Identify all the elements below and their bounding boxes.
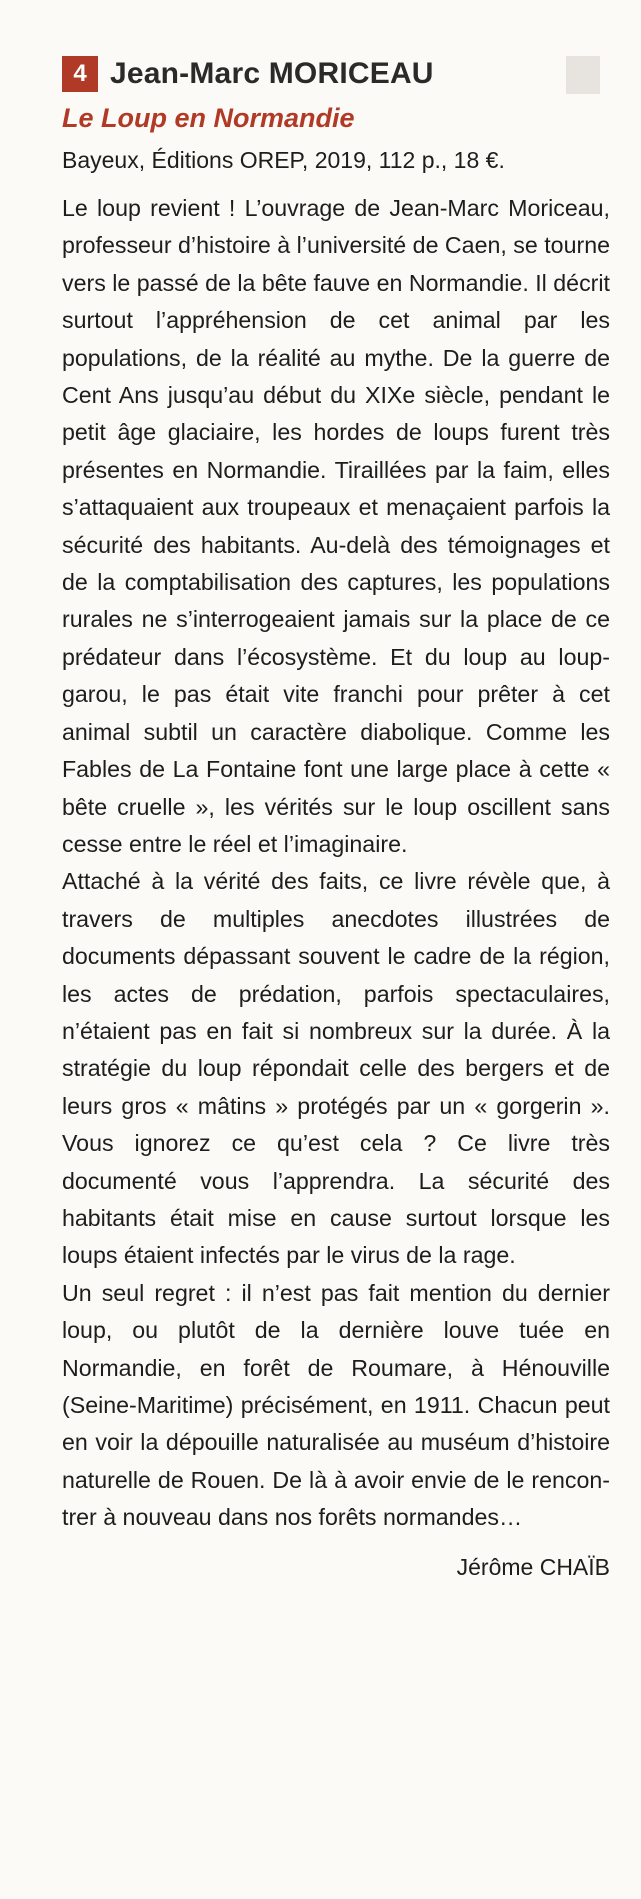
- review-paragraph-1: Le loup revient ! L’ouvrage de Jean-Marc Moriceau, professeur d’histoire à l’université de Caen, se tourne vers le passé de la bête fauve en Normandie. Il décrit surtout l’appréhension de cet animal par les populations, de la réalité au mythe. De la guerre de Cent Ans jusqu’au début du XIXe siècle, pendant le petit âge glaciaire, les hordes de loups furent très présentes en Normandie. Tiraillées par la faim, elles s’attaquaient aux troupeaux et menaçaient parfois la sécurité des habitants. Au-delà des témoignages et de la comptabilisation des captures, les populations rurales ne s’interrogeaient jamais sur la place de ce prédateur dans l’écosystème. Et du loup au loup-garou, le pas était vite franchi pour prêter à cet animal subtil un caractère diabolique. Comme les Fables de La Fontaine font une large place à cette « bête cruelle », les vérités sur le loup oscillent sans cesse entre le réel et l’imaginaire.: [62, 195, 610, 857]
- review-body: [62, 190, 610, 1537]
- review-number-badge: 4: [62, 56, 98, 92]
- review-paragraph-3: Un seul regret : il n’est pas fait mention du dernier loup, ou plutôt de la dernière louve tuée en Normandie, en forêt de Roumare, à Hénouville (Seine-Maritime) précisément, en 1911. Chacun peut en voir la dépouille naturalisée au muséum d’histoire naturelle de Rouen. De là à avoir envie de le rencontrer à nouveau dans nos forêts normandes…: [62, 1279, 610, 1531]
- review-signature: Jérôme CHAÏB: [456, 1553, 610, 1580]
- book-title: Le Loup en Normandie: [62, 103, 355, 133]
- review-header: [62, 54, 610, 94]
- publication-info: Bayeux, Éditions OREP, 2019, 112 p., 18 €.: [62, 147, 505, 173]
- review-paragraph-2: Attaché à la vérité des faits, ce livre révèle que, à travers de multiples anecdotes illustrées de documents dépassant souvent le cadre de la région, les actes de prédation, parfois spectaculaires, n’étaient pas en fait si nombreux sur la durée. À la stratégie du loup répondait celle des bergers et de leurs gros « mâtins » protégés par un « gorgerin ». Vous ignorez ce qu’est cela ? Ce livre très documenté vous l’apprendra. La sécurité des habitants était mise en cause surtout lorsque les loups étaient infectés par le virus de la rage.: [62, 868, 610, 1269]
- book-review: [62, 54, 610, 1583]
- review-author: Jean-Marc MORICEAU: [110, 57, 434, 90]
